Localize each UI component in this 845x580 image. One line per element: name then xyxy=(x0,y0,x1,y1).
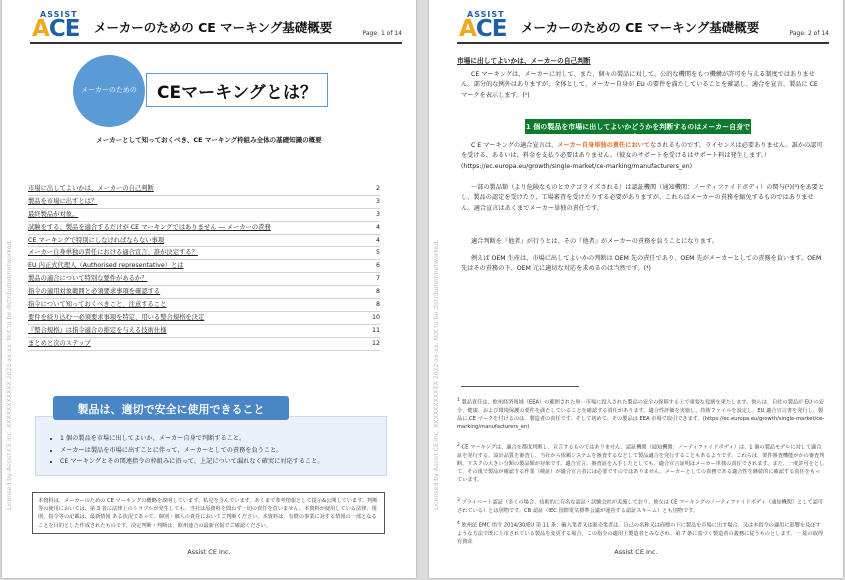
toc-entry-title[interactable]: 要件を絞り込む一必須要求事項を特定、用いる整合規格を決定 xyxy=(28,313,205,321)
assist-ce-logo: ASSIST ACE xyxy=(459,10,507,42)
toc-entry[interactable] xyxy=(28,196,380,209)
footnote-text: 欧州法 EMC 指令 2014/30/EU 第 11 条：輸入業者又は販売業者は、自己の名称又は商標の下に製品を市場に出す場合、又は本指令の適用に影響を及ぼすような方法で既に上市されている製品を変更する場合、この指令の適用上製造者とみなされ、第 7 条に基づく製造者の義務に従うものとします。一 総の取得有資産 xyxy=(457,522,824,545)
toc-entry[interactable] xyxy=(28,286,380,299)
toc-entry[interactable] xyxy=(28,235,380,248)
toc-entry-page: 3 xyxy=(375,197,380,205)
header-title: メーカーのための CE マーキング基礎概要 xyxy=(521,20,760,35)
highlight-text: メーカー自身単独の責任において xyxy=(557,142,650,149)
toc-entry-title[interactable]: 試験をする、製品を適合するだけが CE マーキングではありません ― メーカーの責務 xyxy=(28,223,271,231)
toc-entry-page: 10 xyxy=(371,313,380,321)
footnote-text: 製品責任は、欧州経済領域（EEA）の範囲された単一市場に投入された製品の安全の保障する上で重要な役割を果たします。彼らは、自社の製品が EU の安全、健康、および環境保護の要件を満たしていることを確認する責任があります。適合性評価を実施し、技術ファイルを設定し、EU 適合宣言書を発行し、製品に CE マークを付けるのは、製造者の責任です。そして初めて、その製品は EEA 市場で取引できます。(https://ec.europa.eu/growth/single-market/ce-marking/manufacturers_en) xyxy=(457,399,825,431)
side-watermark: Licensed by Assist CE Inc. XXXXXXXXXXX 2022-xx-xx. Not to be distributed/networked. xyxy=(433,239,440,510)
toc-entry-page: 11 xyxy=(371,326,380,334)
key-point-banner: 1 個の製品を市場に出してよいかどうかを判断するのはメーカー自身です。 xyxy=(525,119,751,134)
footnote-text: プライベート認証（多くの場合、技術的に有名な認証・試験会社が実施しており、彼女は CE マーキングのノーティファイドボディ（通知機関）として認可されている）とは別物です。CB 認証（IEC 国際電気標準会議が運営する認証スキーム）とも別物です。 xyxy=(457,499,824,514)
toc-entry-title[interactable]: 指令の適用対象範囲と必須要求事項を確認する xyxy=(28,288,161,296)
table-of-contents xyxy=(28,183,380,351)
toc-entry[interactable] xyxy=(28,183,380,196)
toc-entry-title[interactable]: 製品を市場に出すとは？ xyxy=(28,197,98,205)
main-title: CEマーキングとは？ xyxy=(157,83,317,103)
toc-entry[interactable] xyxy=(28,338,380,351)
toc-entry-title[interactable]: 最終製品が対象。 xyxy=(28,210,79,218)
toc-entry[interactable] xyxy=(28,209,380,222)
paragraph-1: CE マーキングは、メーカーに対して、また、個々の製品に対して、公的な機関をもつ機構が許可を与える制度ではありません。部分的な例外はありますが、全体として、メーカー自身が EU の要件を満たしていることを確認し、適合を宣言、製品に CE マークを表示します。(¹) xyxy=(461,71,818,99)
toc-entry[interactable] xyxy=(28,247,380,260)
toc-entry-page: 4 xyxy=(375,223,380,231)
toc-entry-title[interactable]: 市場に出してよいかは、メーカーの自己判断 xyxy=(28,185,154,192)
toc-entry-page: 6 xyxy=(375,262,380,270)
toc-entry-title[interactable]: 製品の適合について特別な要件があるか？ xyxy=(28,275,148,283)
paragraph-2: C E マーキングの適合宣言は、メーカー自身単独の責任においてなされるものです。ライセンスは必要ありません。誰かの認可を受ける、あるいは、料金を支払う必要はありません。（彼女のサポートを受けるはサポート料は発生します。）(https://ec.europa.eu/growth/single-market/ce-marking/manufacturers_en) xyxy=(461,142,823,170)
toc-entry[interactable] xyxy=(28,312,380,325)
toc-entry-page: 12 xyxy=(371,339,380,347)
toc-entry-page: 2 xyxy=(375,185,380,192)
toc-entry-title[interactable]: メーカー自身単独の責任における適合宣言、誰が決定する？ xyxy=(28,249,198,257)
footnote-mark: 1 xyxy=(457,398,460,403)
toc-entry[interactable] xyxy=(28,260,380,273)
toc-entry-page: 4 xyxy=(375,236,380,244)
footnote-text: CE マーキングは、適合を都度判断し、宣言するものではありません。認証機関（通知機関：ノーティファイドボディ）は、1 個の製品モデルに対して適合証を発行する、設計品質を審査し、当社から依頼システムを審査するなどして製品適合を発行することもあるようです。これらは、要件審査機能がかの審査判断。リスクの大きい分類の製品類が対象です。適合宣言、審査証を入手したとしても、適合宣言証明はメーカー単独の責任でされます。また、一度許可をとして、その後で製品が確認する作業（検証）が適合宣言者には必要ですのではありません。メーカーとしての責務である適合性を継続的に確認する責任をもっています。 xyxy=(457,444,825,484)
main-title-box xyxy=(146,73,328,107)
safe-use-point: • 1 個の製品を市場に出してよいか、メーカー自身で判断すること。 xyxy=(60,433,386,445)
page-2 xyxy=(429,0,843,578)
toc-entry[interactable] xyxy=(28,222,380,235)
footnote xyxy=(457,497,825,515)
toc-entry[interactable] xyxy=(28,325,380,338)
toc-entry-title[interactable]: EU 内正式代理人（Authorised representative）とは xyxy=(28,262,184,270)
footnote-mark: 2 xyxy=(457,443,460,448)
subtitle: メーカーとして知っておくべき、CE マーキング枠組み全体の基礎知識の概要 xyxy=(96,136,322,144)
paragraph-5: 例えば OEM 生産は、市場に出してよいかの判断は OEM 先の責任であり、OEM 先がメーカーとしての責務を負います。OEM 先はその責務の下、OEM 元に適切な対応を求めるのは当然です。(⁴) xyxy=(461,255,822,273)
safe-use-point: • CE マーキングとその関連指令の枠組みに沿って、上記について漏れなく確実に対応すること。 xyxy=(60,456,386,468)
page-header xyxy=(30,10,402,44)
toc-entry-page: 8 xyxy=(375,288,380,296)
page-header xyxy=(457,10,829,44)
page-1 xyxy=(2,0,416,578)
section-title: 市場に出してよいかは、メーカーの自己判断 xyxy=(457,57,591,65)
toc-entry-page: 7 xyxy=(375,275,380,283)
footnote xyxy=(457,442,825,484)
assist-ce-logo: ASSIST ACE xyxy=(32,10,80,42)
toc-entry-page: 5 xyxy=(375,249,380,257)
footnote-mark: 3 xyxy=(457,498,460,503)
header-title: メーカーのための CE マーキング基礎概要 xyxy=(94,20,333,35)
footnote xyxy=(457,520,825,546)
safe-use-list xyxy=(36,417,386,468)
safe-use-banner: 製品は、適切で安全に使用できること xyxy=(53,396,289,420)
toc-entry-title[interactable]: 指令について知っておくべきこと、注意すること xyxy=(28,301,167,309)
side-watermark: Licensed by Assist CE Inc. XXXXXXXXXXX 2022-xx-xx. Not to be distributed/networked. xyxy=(6,239,13,510)
toc-entry-title[interactable]: CE マーキングで特別にしなければならない事項 xyxy=(28,236,165,244)
toc-entry-title[interactable]: まとめと次のステップ xyxy=(28,339,91,347)
footnote-mark: 4 xyxy=(457,521,460,526)
page-footer: Assist CE Inc. xyxy=(187,548,231,556)
footnote xyxy=(457,397,825,431)
page-number: Page: 1 of 14 xyxy=(362,30,402,37)
toc-entry-page: 3 xyxy=(375,210,380,218)
disclaimer-box: 本資料は、メーカーのための CE マーキングの概略を説明しています。私見を含んでいます。あくまで参考情報として提示&公開しています。判断等の使用においては、第 3 者に法律上のトラブルが発生しても、当社は原資料を問わず一切の責任を負いません。本資料が使用している法律、規則、指令等の記載は、最新情報 ある状況であって、個別・個人の責任においてご判断ください。本資料は、有償の事業に対する情報の一部となることを目的とした作成されたものです。決定判断・判断は、欧州連合の最新官報でご確認ください。 xyxy=(32,492,385,534)
safe-use-box xyxy=(35,416,387,476)
toc-entry[interactable] xyxy=(28,273,380,286)
paragraph-4: 適合判断を『他者』が行うとは、その『他者』がメーカーの責務を負うことになります。 xyxy=(471,238,718,245)
toc-entry[interactable] xyxy=(28,299,380,312)
page-number: Page: 2 of 14 xyxy=(789,30,829,37)
toc-entry-title[interactable]: 『整合規格』は指令適合の推定を与える技術仕様 xyxy=(28,326,167,334)
page-footer: Assist CE Inc. xyxy=(614,548,658,556)
paragraph-3: 一部の製品類（より危険なものとカテゴライズされる）は認証機関（通知機関：ノーティファイドボディ）の関与(²)(³)をあ要とし、製品の認定を受けたり、工場審査を受けたりする必要がありますが、これらはメーカーの責務を縮免するものではありません。適合宣言はあくまでメーカー単独の責任です。 xyxy=(461,184,825,212)
toc-entry-page: 8 xyxy=(375,301,380,309)
title-circle: メーカーのための xyxy=(73,55,145,127)
footnote-divider xyxy=(461,386,579,387)
safe-use-point: • メーカーは製品を市場に出すことに伴って、メーカーとしての責務を負うこと。 xyxy=(60,445,386,457)
